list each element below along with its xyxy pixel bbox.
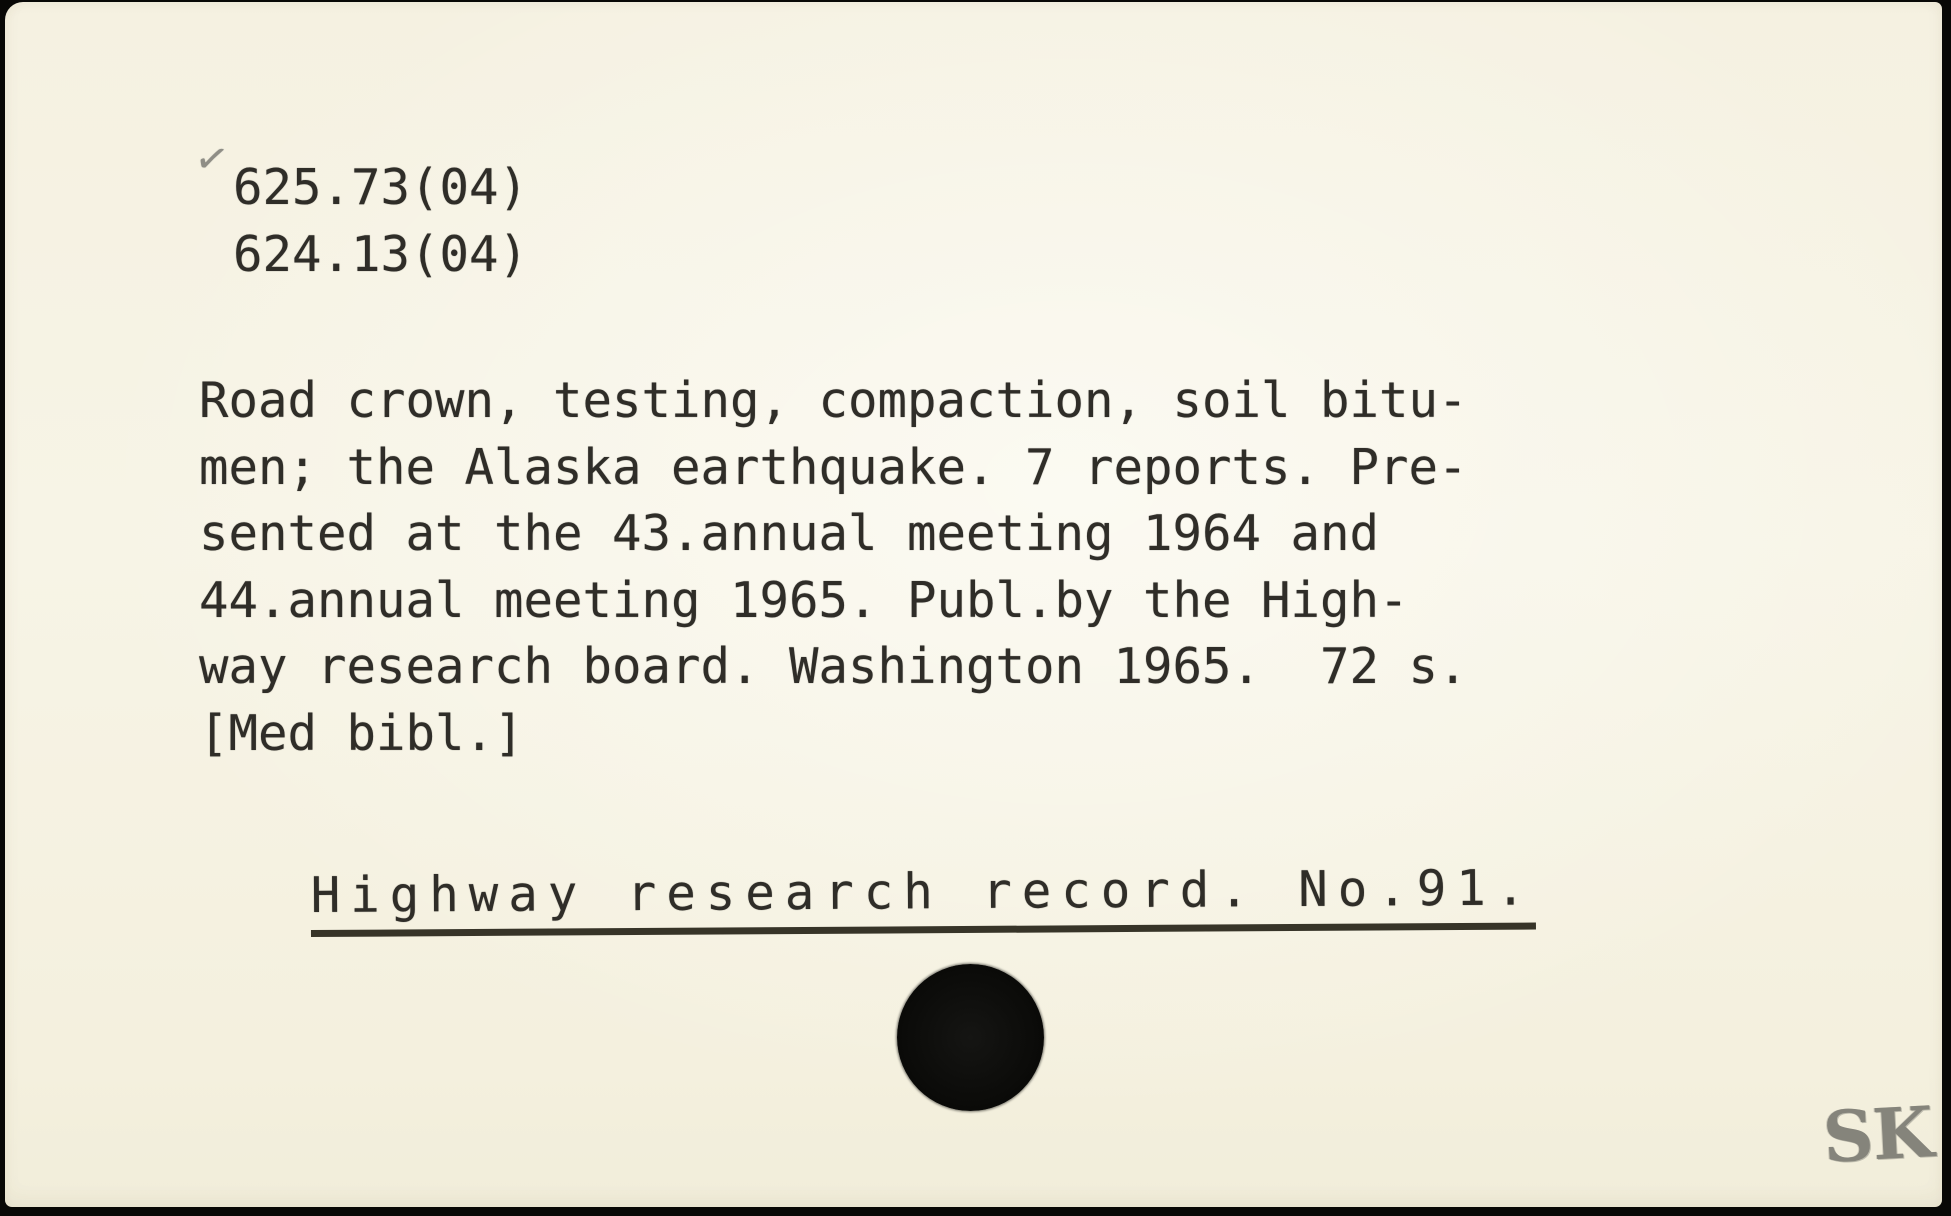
description-line: [Med bibl.]: [199, 704, 524, 762]
call-number-block: [233, 155, 528, 288]
series-title: [193, 796, 1536, 1003]
description-line: 44.annual meeting 1965. Publ.by the High-: [199, 571, 1409, 629]
punch-hole: [897, 964, 1044, 1111]
pencil-checkmark-icon: ✓: [193, 128, 231, 186]
catalog-card: [5, 2, 1942, 1207]
series-title-text: Highway research record. No.91.: [311, 855, 1536, 936]
call-number-line: 624.13(04): [233, 225, 529, 283]
description-paragraph: [199, 368, 1468, 767]
call-number-line: 625.73(04): [233, 159, 529, 216]
description-line: way research board. Washington 1965. 72 s.: [199, 638, 1468, 695]
description-line: men; the Alaska earthquake. 7 reports. Pre-: [199, 438, 1468, 496]
description-line: sented at the 43.annual meeting 1964 and: [199, 505, 1380, 562]
library-stamp: SK: [1820, 1090, 1935, 1179]
description-line: Road crown, testing, compaction, soil bitu-: [199, 372, 1468, 429]
